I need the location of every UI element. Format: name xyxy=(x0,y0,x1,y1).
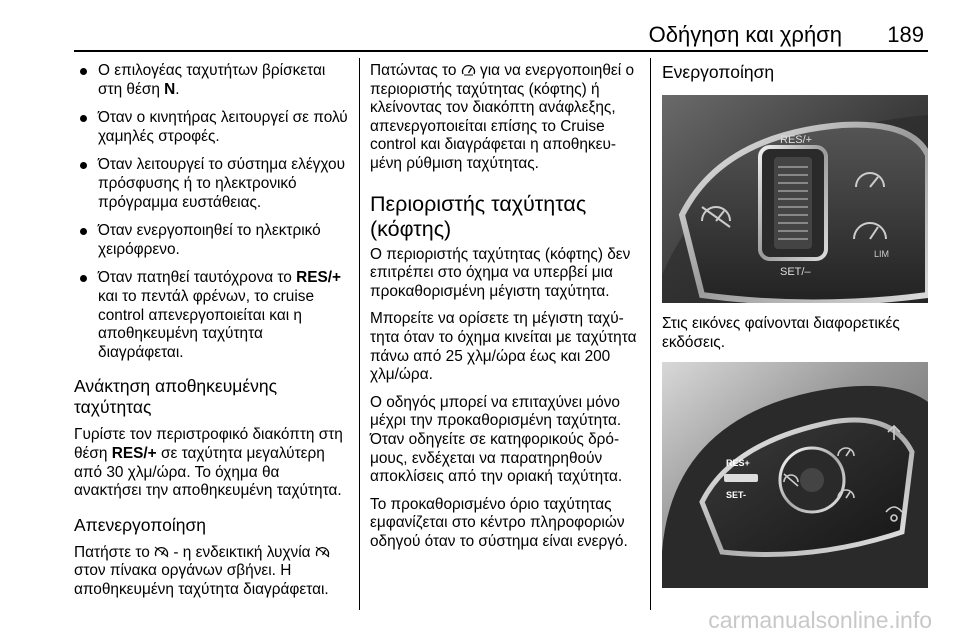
deactivation-paragraph: Πατήστε το - η ενδεικτική λυχνία στον πίνακα οργάνων σβήνει. Η αποθηκευμένη ταχύτητα διαγράφεται. xyxy=(74,543,329,598)
cruise-control-off-icon xyxy=(315,546,330,558)
list-item: Όταν ο κινητήρας λειτουργεί σε πολύ χαμηλές στροφές. xyxy=(74,109,350,146)
speed-limiter-icon xyxy=(461,64,476,76)
heading-resume-speed: Ανάκτηση αποθηκευμένης ταχύτητας xyxy=(74,376,278,418)
paragraph: Το προκαθορισμένο όριο ταχύτητας εμφανίζεται στο κέντρο πληροφοριών οδηγού όταν το σύστημα είναι ενεργό. xyxy=(370,495,628,550)
paragraph: Ο οδηγός μπορεί να επιταχύνει μόνο μέχρι την προκαθορισμένη ταχύτητα. Όταν οδηγείτε σε κατηφορικούς δρόμους, ενδέχεται να παρατηρηθούν αποκλίσεις από την οριακή ταχύτητα. xyxy=(370,393,623,486)
intro-paragraph: Πατώντας το για να ενεργοποιηθεί ο περιοριστής ταχύτητας (κόφτης) ή κλείνοντας τον διακόπτη ανάφλεξης, απενεργοποιείται επίσης το Cruise control και διαγράφεται η αποθηκευμένη ρύθμιση ταχύτητας. xyxy=(370,62,635,172)
page-header-title: Οδήγηση και χρήση xyxy=(648,22,842,47)
set-label: SET/– xyxy=(780,266,811,278)
steering-wheel-controls-figure-alt xyxy=(662,362,928,588)
heading-activation: Ενεργοποίηση xyxy=(662,62,775,82)
cruise-control-off-icon xyxy=(154,546,169,558)
lim-label: LIM xyxy=(874,249,890,259)
page-header xyxy=(0,0,960,54)
steering-wheel-controls-figure xyxy=(662,95,928,303)
resume-paragraph: Γυρίστε τον περιστροφικό διακόπτη στη θέση RES/+ σε ταχύτητα μεγαλύτερη από 30 χλμ/ώρα. Το όχημα θα ανακτήσει την αποθηκευμένη ταχύτητα. xyxy=(74,426,343,500)
set-label: SET- xyxy=(726,490,747,501)
column-left xyxy=(74,62,350,608)
steering-wheel-controls-image-alt xyxy=(662,362,928,588)
page-number: 189 xyxy=(887,22,924,47)
list-item: Όταν λειτουργεί το σύστημα ελέγχου πρόσφυσης ή το ηλεκτρονικό πρόγραμμα ευστάθειας. xyxy=(74,156,350,212)
res-label: RES+ xyxy=(726,458,750,469)
list-item: Όταν ενεργοποιηθεί το ηλεκτρικό χειρόφρενο. xyxy=(74,222,350,259)
paragraph: Ο περιοριστής ταχύτητας (κόφτης) δεν επιτρέπει στο όχημα να υπερβεί μια προκαθορισμένη μέγιστη ταχύτητα. xyxy=(370,245,631,300)
heading-deactivation: Απενεργοποίηση xyxy=(74,514,207,535)
column-middle xyxy=(370,62,642,560)
paragraph: Μπορείτε να ορίσετε τη μέγιστη ταχύτητα όταν το όχημα κινείται με ταχύτητα πάνω από 25 χλμ/ώρα έως και 200 χλμ/ώρα. xyxy=(370,310,637,384)
condition-list xyxy=(74,62,350,362)
heading-speed-limiter: Περιοριστής ταχύτητας (κόφτης) xyxy=(370,191,587,241)
list-item: Όταν πατηθεί ταυτόχρονα το RES/+ και το πεντάλ φρένων, το cruise control απενεργοποιείται και η αποθηκευμένη ταχύτητα διαγράφεται. xyxy=(74,269,350,362)
figure-caption: Στις εικόνες φαίνονται διαφορετικές εκδόσεις. xyxy=(662,315,900,351)
header-rule xyxy=(74,50,928,52)
res-label: RES/+ xyxy=(780,134,813,146)
column-divider xyxy=(650,58,651,610)
column-right xyxy=(662,62,930,588)
column-divider xyxy=(359,58,360,610)
watermark: carmanualsonline.info xyxy=(708,607,932,633)
list-item: Ο επιλογέας ταχυτήτων βρίσκεται στη θέση N. xyxy=(74,62,350,99)
steering-wheel-controls-image xyxy=(662,95,928,303)
